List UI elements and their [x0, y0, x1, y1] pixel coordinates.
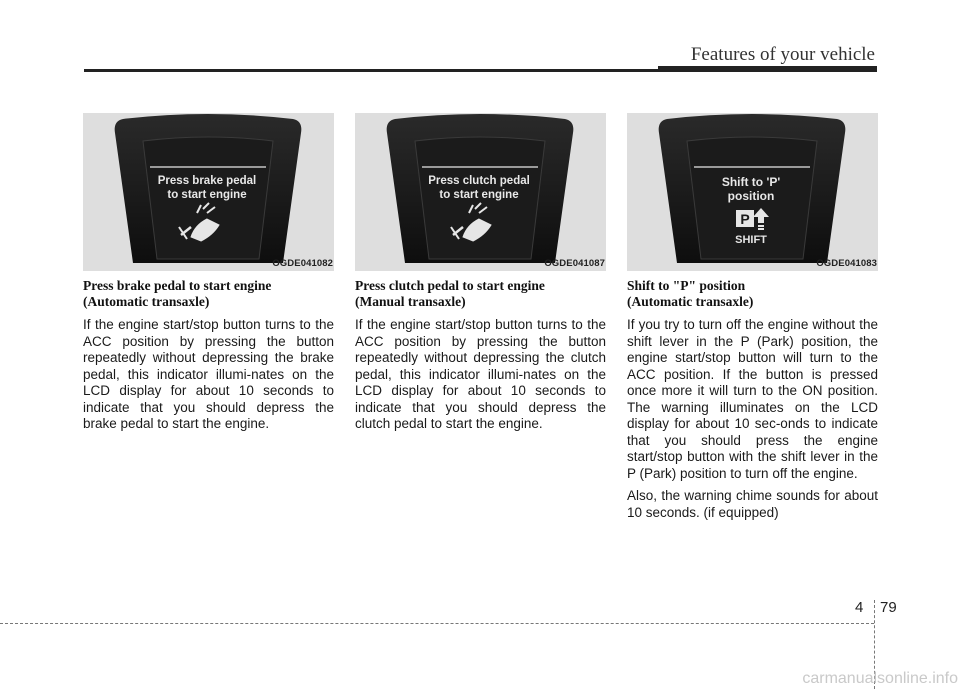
section-heading — [355, 278, 606, 310]
heading-subline: (Automatic transaxle) — [627, 294, 754, 309]
figure-brake-indicator — [83, 113, 334, 271]
heading-line: Shift to "P" position — [627, 278, 746, 293]
body-paragraph: If the engine start/stop button turns to the ACC position by pressing the button repeatedly without depressing the brake pedal, this indicator illumi-nates on the LCD display for about 10 seconds to indicate that you should depress the brake pedal to start the engine. — [83, 317, 334, 431]
figure-code: OGDE041082 — [272, 258, 333, 269]
body-paragraph: Also, the warning chime sounds for about 10 seconds. (if equipped) — [627, 488, 878, 520]
lcd-line-1: Shift to 'P' — [721, 175, 781, 189]
watermark: carmanualsonline.info — [802, 670, 958, 687]
heading-subline: (Manual transaxle) — [355, 294, 466, 309]
body-paragraph: If the engine start/stop button turns to the ACC position by pressing the button repeatedly without depressing the clutch pedal, this indicator illumi-nates on the LCD display for about 10 seconds to indicate that you should depress the clutch pedal to start the engine. — [355, 317, 606, 431]
lcd-display-illustration — [627, 113, 878, 271]
page-number: 79 — [880, 599, 897, 616]
column-shift-p — [627, 113, 878, 521]
lcd-line-1: Press brake pedal — [157, 175, 257, 187]
figure-code: OGDE041087 — [544, 258, 605, 269]
heading-subline: (Automatic transaxle) — [83, 294, 210, 309]
section-heading — [83, 278, 334, 310]
column-brake — [83, 113, 334, 433]
chapter-number: 4 — [855, 599, 864, 616]
lcd-line-2: position — [727, 189, 775, 203]
figure-clutch-indicator — [355, 113, 606, 271]
shift-label: SHIFT — [735, 234, 767, 246]
heading-line: Press brake pedal to start engine — [83, 278, 272, 293]
body-paragraph: If you try to turn off the engine without the shift lever in the P (Park) position, the engine start/stop button will turn to the ACC position. If the button is pressed once more it will turn to the ON position. The warning illuminates on the LCD display for about 10 sec-onds to indicate that you should press the engine start/stop button with the shift lever in the P (Park) position to turn off the engine. — [627, 317, 878, 481]
lcd-display-illustration — [355, 113, 606, 271]
section-heading — [627, 278, 878, 310]
column-clutch — [355, 113, 606, 433]
page-header-title: Features of your vehicle — [690, 44, 875, 65]
lcd-line-2: to start engine — [167, 189, 247, 201]
lcd-line-2: to start engine — [439, 189, 519, 201]
figure-shift-indicator — [627, 113, 878, 271]
lcd-display-illustration — [83, 113, 334, 271]
footer-dashed-rule — [0, 623, 874, 624]
gear-letter: P — [740, 211, 750, 227]
heading-line: Press clutch pedal to start engine — [355, 278, 545, 293]
lcd-line-1: Press clutch pedal — [428, 175, 530, 187]
shift-p-icon — [735, 208, 769, 246]
header-rule-accent — [658, 66, 877, 72]
figure-code: OGDE041083 — [816, 258, 877, 269]
